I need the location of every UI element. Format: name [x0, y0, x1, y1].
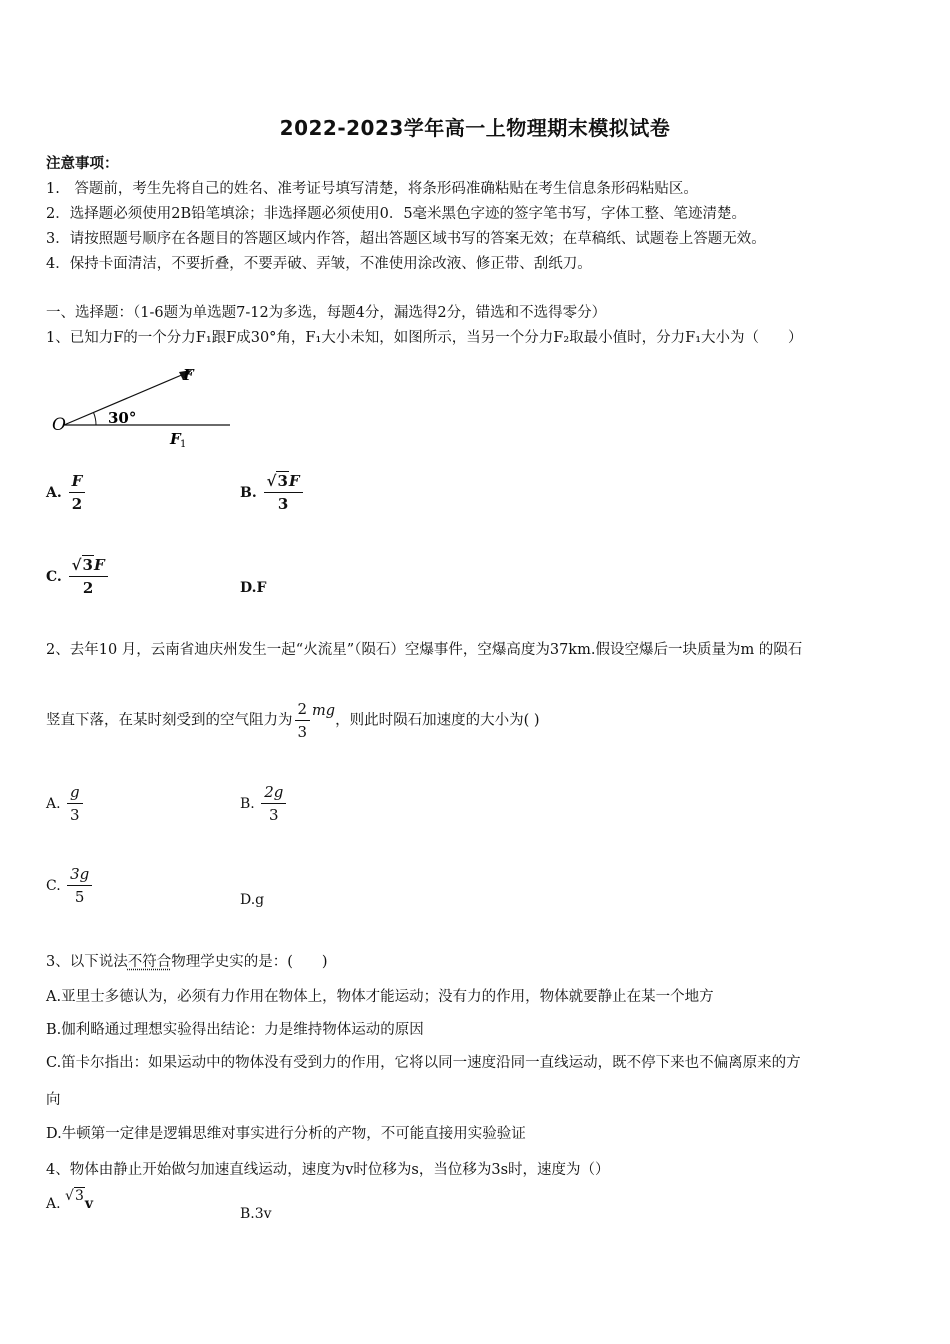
angle-arc: [94, 413, 97, 426]
notice-item: 3．请按照题号顺序在各题目的答题区域内作答，超出答题区域书写的答案无效；在草稿纸、试题卷上答题无效。: [46, 231, 766, 247]
q2-option-c: C. $\frac{3g}{5}$: [46, 865, 94, 906]
q1-option-c: C. $\frac{√3F}{2}$: [46, 556, 110, 597]
notice-item: 2．选择题必须使用2B铅笔填涂；非选择题必须使用0．5毫米黑色字迹的签字笔书写，字体工整、笔迹清楚。: [46, 206, 747, 222]
q4-option-b: B.3v: [240, 1206, 272, 1222]
force-label: F: [183, 366, 194, 384]
origin-label: O: [52, 415, 66, 435]
force-diagram: [46, 362, 246, 452]
q1-option-a: A. $\frac{F}{2}$: [46, 472, 87, 513]
question-1-stem: 1、已知力F的一个分力F₁跟F成30°角，F₁大小未知，如图所示，当另一个分力F₂取最小值时，分力F₁大小为（ ）: [46, 330, 803, 346]
angle-label: 30°: [108, 409, 137, 427]
q1-option-b: B. $\frac{√3F}{3}$: [240, 472, 305, 513]
question-2-stem-line2: 竖直下落，在某时刻受到的空气阻力为 $\frac{2}{3}$ mg，则此时陨石加速度的大小为( ): [46, 700, 540, 741]
f1-subscript: 1: [180, 439, 187, 450]
q1-option-d: D.F: [240, 580, 267, 596]
section-heading: 一、选择题：（1-6题为单选题7-12为多选，每题4分，漏选得2分，错选和不选得零分）: [46, 305, 607, 321]
q3-option-c-continued: 向: [46, 1092, 61, 1108]
q2-option-d: D.g: [240, 892, 265, 908]
notice-item: 1. 答题前，考生先将自己的姓名、准考证号填写清楚，将条形码准确粘贴在考生信息条形码粘贴区。: [46, 181, 698, 197]
question-3-stem: 3、以下说法不符合物理学史实的是：( ): [46, 954, 328, 970]
q2-option-a: A. $\frac{g}{3}$: [46, 783, 85, 824]
notice-heading: 注意事项：: [46, 155, 119, 172]
f1-label: F: [170, 430, 181, 448]
notice-item: 4．保持卡面清洁，不要折叠，不要弄破、弄皱，不准使用涂改液、修正带、刮纸刀。: [46, 256, 592, 272]
q2-option-b: B. $\frac{2g}{3}$: [240, 783, 288, 824]
q3-option-b: B.伽利略通过理想实验得出结论：力是维持物体运动的原因: [46, 1022, 424, 1038]
question-2-stem: 2、去年10 月，云南省迪庆州发生一起“火流星”（陨石）空爆事件，空爆高度为37km.假设空爆后一块质量为m 的陨石: [46, 642, 803, 658]
q3-option-c: C.笛卡尔指出：如果运动中的物体没有受到力的作用，它将以同一速度沿同一直线运动，既不停下来也不偏离原来的方: [46, 1055, 801, 1071]
exam-title: 2022-2023学年高一上物理期末模拟试卷: [279, 116, 671, 140]
q3-option-a: A.亚里士多德认为，必须有力作用在物体上，物体才能运动；没有力的作用，物体就要静止在某一个地方: [46, 989, 714, 1005]
q3-option-d: D.牛顿第一定律是逻辑思维对事实进行分析的产物，不可能直接用实验验证: [46, 1126, 526, 1142]
question-4-stem: 4、物体由静止开始做匀加速直线运动，速度为v时位移为s，当位移为3s时，速度为（）: [46, 1162, 610, 1178]
q4-option-a: A. √3v: [46, 1188, 93, 1212]
